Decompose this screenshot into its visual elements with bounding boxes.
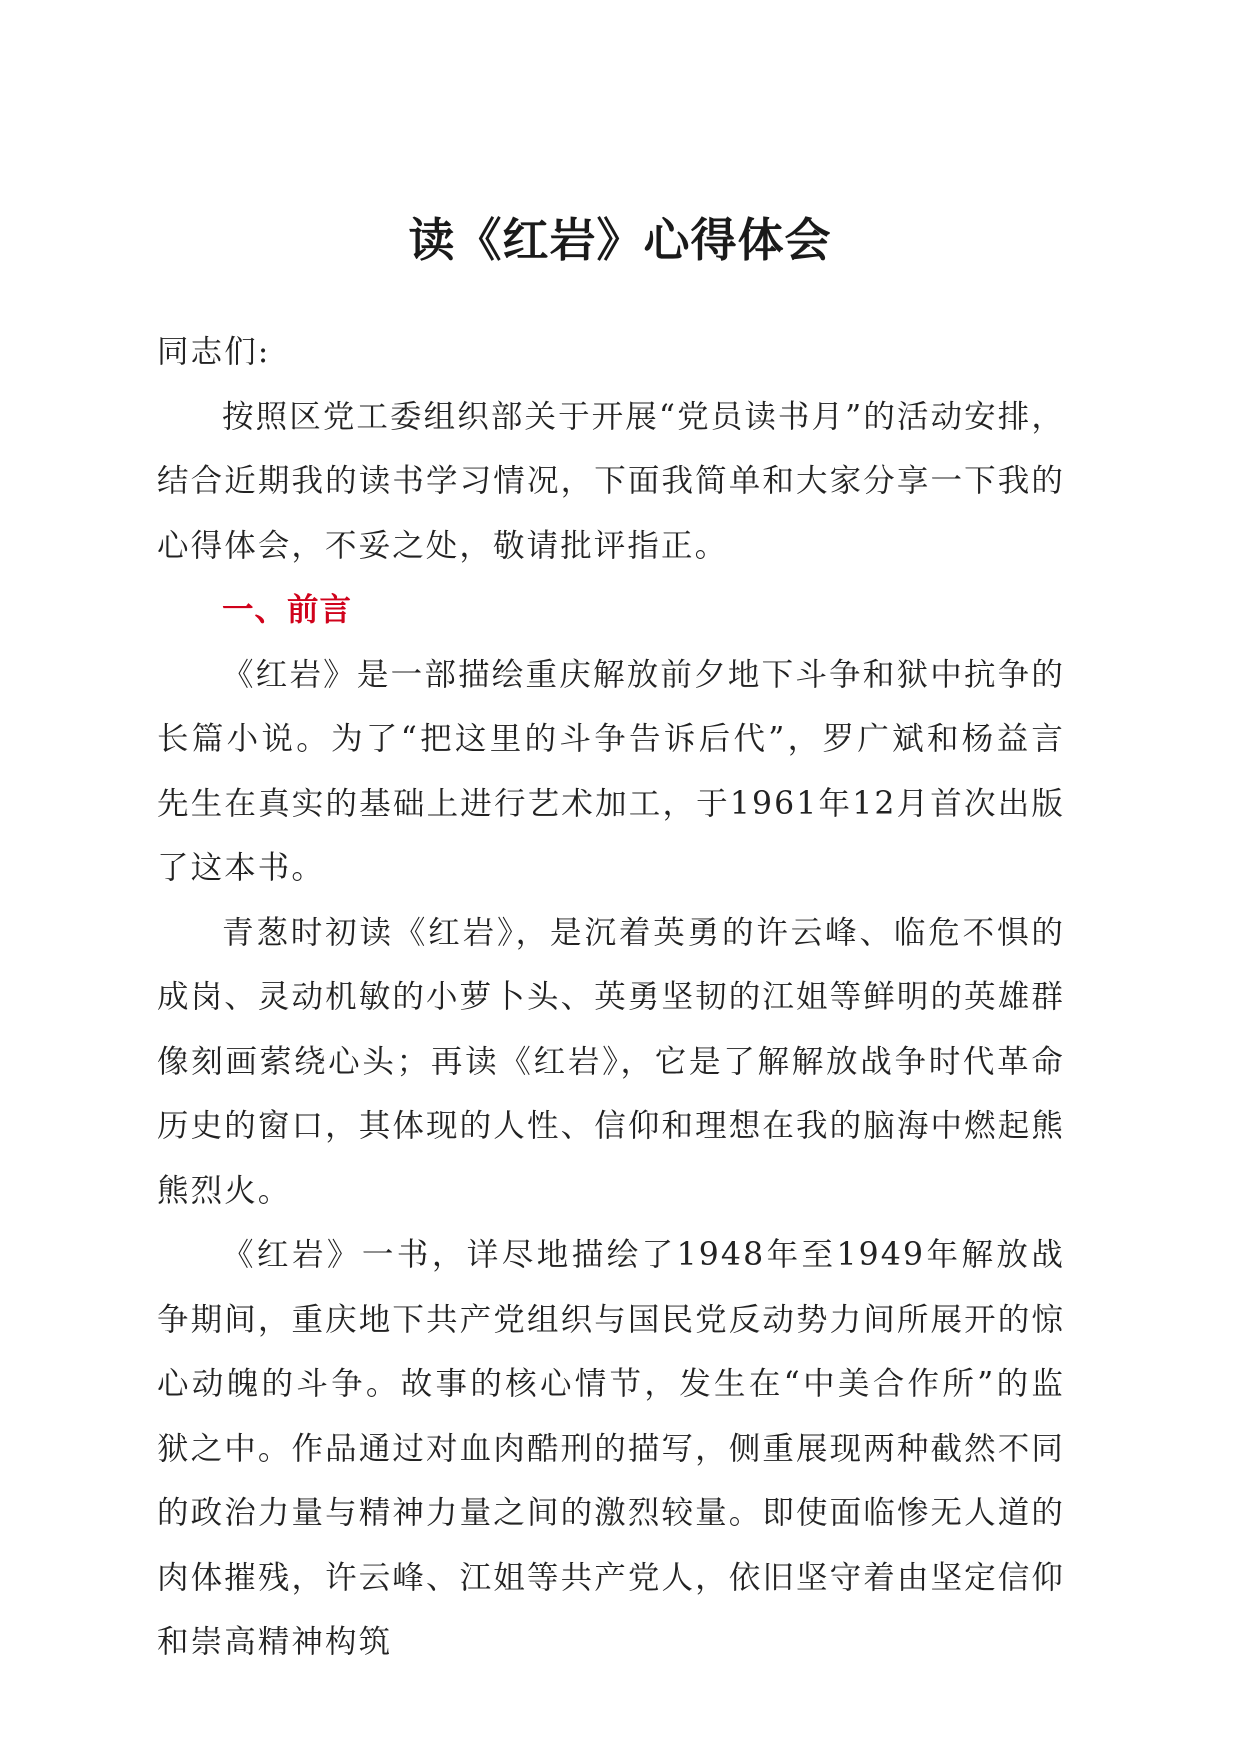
document-title: 读《红岩》心得体会 [408, 213, 832, 267]
body-paragraph: 青葱时初读《红岩》，是沉着英勇的许云峰、临危不惧的成岗、灵动机敏的小萝卜头、英勇坚韧的江姐等鲜明的英雄群像刻画萦绕心头；再读《红岩》，它是了解解放战争时代革命历史的窗口，其体现的人性、信仰和理想在我的脑海中燃起熊熊烈火。 [157, 914, 1065, 1209]
document-body [157, 320, 1065, 1675]
salutation: 同志们: [157, 334, 271, 370]
section-heading: 一、前言 [222, 592, 353, 628]
body-paragraph: 《红岩》一书，详尽地描绘了1948年至1949年解放战争期间，重庆地下共产党组织与国民党反动势力间所展开的惊心动魄的斗争。故事的核心情节，发生在“中美合作所”的监狱之中。作品通过对血肉酷刑的描写，侧重展现两种截然不同的政治力量与精神力量之间的激烈较量。即使面临惨无人道的肉体摧残，许云峰、江姐等共产党人，依旧坚守着由坚定信仰和崇高精神构筑 [157, 1237, 1065, 1660]
body-paragraph: 《红岩》是一部描绘重庆解放前夕地下斗争和狱中抗争的长篇小说。为了“把这里的斗争告诉后代”，罗广斌和杨益言先生在真实的基础上进行艺术加工，于1961年12月首次出版了这本书。 [157, 656, 1065, 886]
intro-paragraph: 按照区党工委组织部关于开展“党员读书月”的活动安排，结合近期我的读书学习情况，下面我简单和大家分享一下我的心得体会，不妥之处，敬请批评指正。 [157, 398, 1065, 564]
